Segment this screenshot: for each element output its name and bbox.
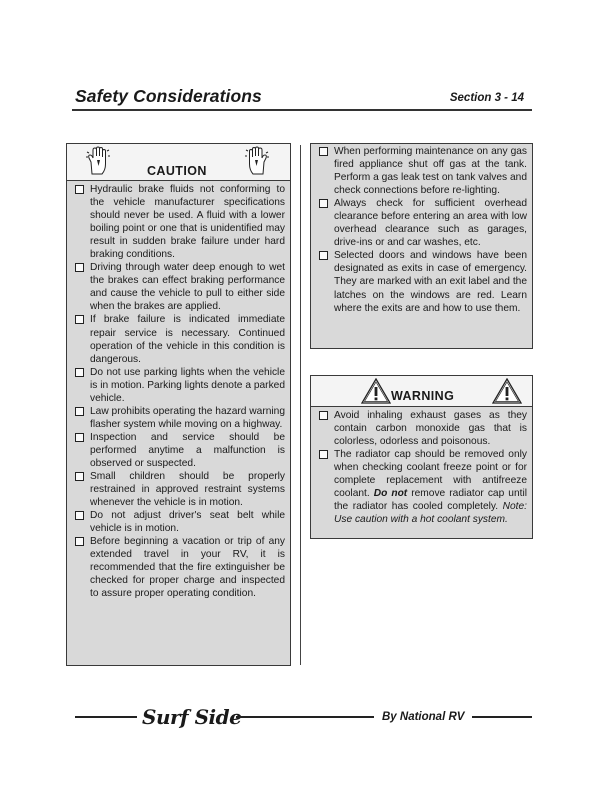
list-item: Always check for sufficient overhead clearance before entering an area with low overhead clearance such as garages, drive-ins or and car washes, etc. bbox=[318, 197, 527, 249]
hand-warning-icon bbox=[85, 146, 111, 181]
checkbox-icon bbox=[319, 199, 328, 208]
warning-label: WARNING bbox=[391, 389, 455, 403]
list-item: Before beginning a vacation or trip of any extended travel in your RV, it is recommended that the fire extinguisher be checked for proper charge and inspected to assure proper operating condition. bbox=[74, 535, 285, 600]
list-item: Driving through water deep enough to wet the brakes can effect braking performance and cause the vehicle to pull to either side when the brakes are applied. bbox=[74, 261, 285, 313]
list-item: When performing maintenance on any gas fired appliance shut off gas at the tank. Perform a gas leak test on tank valves and check connections before re-lighting. bbox=[318, 145, 527, 197]
checkbox-icon bbox=[75, 263, 84, 272]
coolant-note: Note: Use caution with a hot coolant system. bbox=[334, 501, 527, 526]
list-item: Avoid inhaling exhaust gases as they contain carbon monoxide gas that is colorless, odorless and poisonous. bbox=[318, 409, 527, 448]
checkbox-icon bbox=[75, 407, 84, 416]
hand-warning-icon bbox=[244, 146, 270, 181]
list-item: Do not use parking lights when the vehicle is in motion. Parking lights denote a parked vehicle. bbox=[74, 366, 285, 405]
list-item: The radiator cap should be removed only when checking coolant freeze point or for complete replacement with antifreeze coolant. Do not remove radiator cap until the radiator has cooled completely. Note: Use caution with a hot coolant system. bbox=[318, 448, 527, 526]
do-not-emphasis: Do not bbox=[373, 488, 408, 500]
checkbox-icon bbox=[319, 251, 328, 260]
page-title: Safety Considerations bbox=[75, 86, 262, 106]
byline: By National RV bbox=[382, 711, 465, 723]
header-rule bbox=[72, 109, 532, 111]
checkbox-icon bbox=[319, 450, 328, 459]
section-number: Section 3 - 14 bbox=[449, 92, 524, 104]
caution-box bbox=[66, 143, 291, 666]
checkbox-icon bbox=[75, 537, 84, 546]
caution-continued-box bbox=[310, 143, 533, 349]
list-item: Selected doors and windows have been designated as exits in case of emergency. They are marked with an exit label and the latches on the windows are red. Learn where the exits are and how to use them. bbox=[318, 249, 527, 314]
checkbox-icon bbox=[75, 315, 84, 324]
list-item: Small children should be properly restrained in approved restraint systems whenever the vehicle is in motion. bbox=[74, 470, 285, 509]
list-item: Hydraulic brake fluids not conforming to the vehicle manufacturer specifications should never be used. A fluid with a lower boiling point or one that is unidentified may result in sudden brake failure under hard braking conditions. bbox=[74, 183, 285, 261]
checkbox-icon bbox=[319, 147, 328, 156]
checkbox-icon bbox=[75, 433, 84, 442]
footer-rule-right bbox=[472, 716, 532, 718]
list-item: Do not adjust driver's seat belt while vehicle is in motion. bbox=[74, 509, 285, 535]
caution-header bbox=[67, 144, 290, 181]
warning-header bbox=[311, 376, 532, 407]
list-item: If brake failure is indicated immediate repair service is necessary. Continued operation of the vehicle in this condition is dangerous. bbox=[74, 313, 285, 365]
checkbox-icon bbox=[319, 411, 328, 420]
footer-rule-middle bbox=[236, 716, 374, 718]
checkbox-icon bbox=[75, 185, 84, 194]
warning-box bbox=[310, 375, 533, 539]
list-item: Inspection and service should be performed anytime a malfunction is observed or suspected. bbox=[74, 431, 285, 470]
surfside-logo: Surf Side bbox=[142, 705, 242, 729]
list-item: Law prohibits operating the hazard warning flasher system while moving on a highway. bbox=[74, 405, 285, 431]
warning-triangle-icon bbox=[361, 378, 391, 409]
checkbox-icon bbox=[75, 368, 84, 377]
checkbox-icon bbox=[75, 511, 84, 520]
column-divider bbox=[300, 145, 301, 665]
caution-continued-list bbox=[311, 144, 532, 317]
checkbox-icon bbox=[75, 472, 84, 481]
caution-label: CAUTION bbox=[147, 164, 207, 178]
caution-list bbox=[67, 181, 290, 603]
warning-list bbox=[311, 407, 532, 528]
footer-rule-left bbox=[75, 716, 137, 718]
warning-triangle-icon bbox=[492, 378, 522, 409]
